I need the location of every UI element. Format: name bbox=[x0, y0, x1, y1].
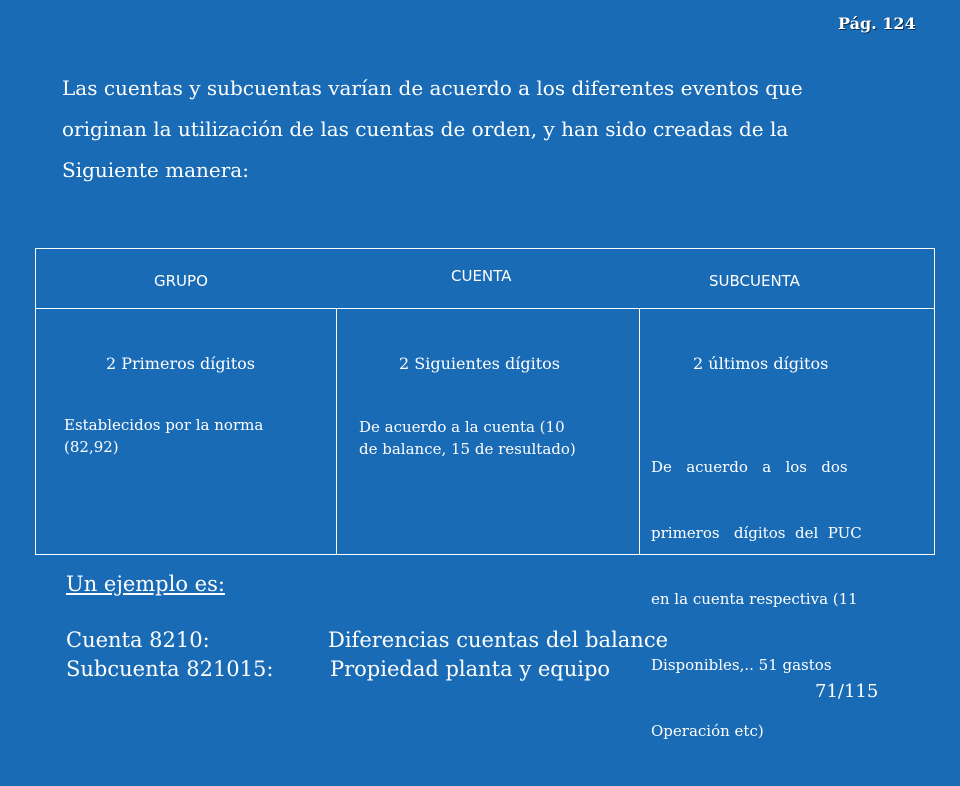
header-cuenta: CUENTA bbox=[451, 267, 512, 285]
table-column-divider bbox=[336, 308, 337, 554]
table-column-divider bbox=[639, 308, 640, 554]
table-header-divider bbox=[36, 308, 934, 309]
digits-cuenta: 2 Siguientes dígitos bbox=[399, 354, 560, 373]
example-value: Diferencias cuentas del balance bbox=[328, 628, 669, 652]
example-value: Propiedad planta y equipo bbox=[330, 657, 611, 681]
intro-line: Las cuentas y subcuentas varían de acuerdo a los diferentes eventos que bbox=[62, 76, 803, 100]
page-reference: Pág. 124 bbox=[838, 14, 916, 33]
desc-subcuenta: De acuerdo a los dos primeros dígitos del PUC en la cuenta respectiva (11 Disponibles,.. 51 gastos Operación etc) bbox=[651, 458, 862, 740]
example-label: Cuenta 8210: bbox=[66, 628, 210, 652]
header-grupo: GRUPO bbox=[154, 272, 208, 290]
digits-grupo: 2 Primeros dígitos bbox=[106, 354, 256, 373]
desc-grupo: Establecidos por la norma (82,92) bbox=[64, 416, 264, 456]
example-row-cuenta bbox=[66, 628, 669, 652]
example-label: Subcuenta 821015: bbox=[66, 657, 274, 681]
intro-line: originan la utilización de las cuentas de orden, y han sido creadas de la bbox=[62, 117, 789, 141]
intro-line: Siguiente manera: bbox=[62, 158, 249, 182]
slide-number: 71/115 bbox=[815, 681, 879, 702]
desc-cuenta: De acuerdo a la cuenta (10 de balance, 15 de resultado) bbox=[359, 418, 576, 458]
intro-paragraph bbox=[62, 68, 932, 191]
digits-subcuenta: 2 últimos dígitos bbox=[693, 354, 829, 373]
header-subcuenta: SUBCUENTA bbox=[709, 272, 800, 290]
example-row-subcuenta bbox=[66, 657, 611, 681]
example-title: Un ejemplo es: bbox=[66, 572, 225, 596]
